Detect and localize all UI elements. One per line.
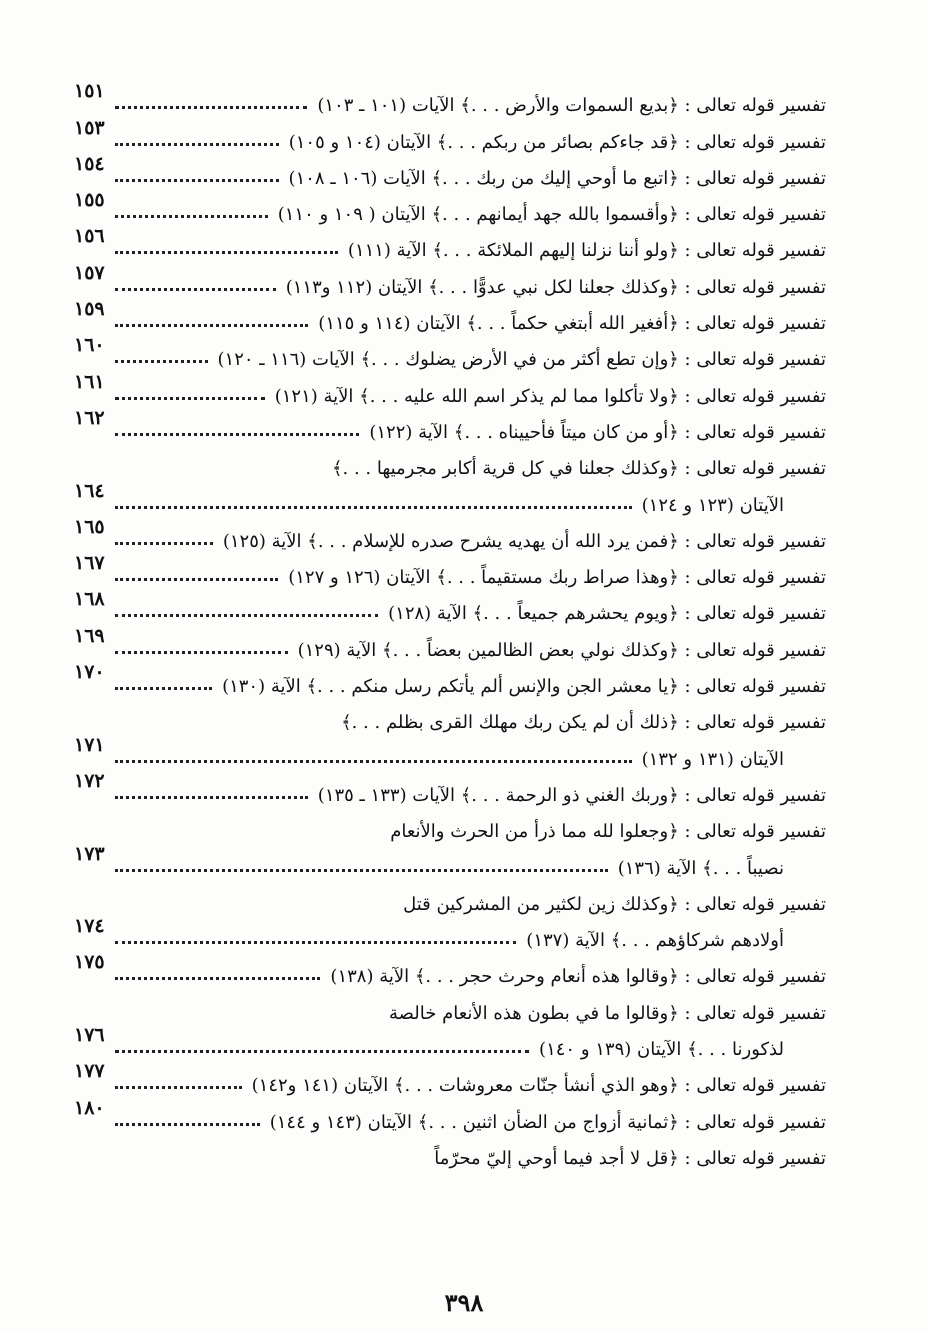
table-of-contents — [70, 80, 826, 1169]
toc-entry — [70, 624, 826, 660]
toc-entry-page: ١٦١ — [74, 370, 105, 393]
toc-entry-page: ١٦٤ — [74, 479, 105, 502]
toc-entry-page: ١٥١ — [74, 80, 105, 103]
toc-entry-title: الآيتان (١٢٣ و ١٢٤) — [641, 494, 784, 516]
toc-entry-page: ١٧٢ — [74, 769, 105, 792]
dot-leader — [115, 687, 212, 690]
toc-entry — [70, 516, 826, 552]
toc-entry-page: ١٥٦ — [74, 225, 105, 248]
toc-entry-title: تفسير قوله تعالى : ﴿أفغير الله أبتغي حكماً . . .﴾ الآيتان (١١٤ و ١١٥) — [318, 313, 826, 335]
toc-entry — [70, 1096, 826, 1132]
toc-entry-page: ١٥٧ — [74, 261, 105, 284]
toc-entry — [70, 879, 826, 915]
toc-entry-title: تفسير قوله تعالى : ﴿وكذلك جعلنا في كل قرية أكابر مجرميها . . .﴾ — [331, 458, 826, 480]
toc-entry-title: تفسير قوله تعالى : ﴿وقالوا هذه أنعام وحرث حجر . . .﴾ الآية (١٣٨) — [330, 966, 826, 988]
toc-entry — [70, 116, 826, 152]
toc-entry — [70, 443, 826, 479]
toc-entry-page: ١٥٩ — [74, 298, 105, 321]
toc-entry — [70, 697, 826, 733]
dot-leader — [115, 977, 321, 980]
dot-leader — [115, 106, 308, 109]
dot-leader — [115, 651, 288, 654]
toc-entry-title: تفسير قوله تعالى : ﴿وإن تطع أكثر من في الأرض يضلوك . . .﴾ الآيات (١١٦ ـ ١٢٠) — [217, 349, 826, 371]
toc-entry-page: ١٧٥ — [74, 951, 105, 974]
toc-entry-title: تفسير قوله تعالى : ﴿وأقسموا بالله جهد أيمانهم . . .﴾ الآيتان ( ١٠٩ و ١١٠) — [277, 204, 826, 226]
toc-entry — [70, 261, 826, 297]
dot-leader — [115, 614, 379, 617]
dot-leader — [115, 578, 279, 581]
toc-entry-title: تفسير قوله تعالى : ﴿ثمانية أزواج من الضأن اثنين . . .﴾ الآيتان (١٤٣ و ١٤٤) — [269, 1111, 826, 1133]
toc-entry — [70, 80, 826, 116]
toc-entry-page: ١٧٧ — [74, 1060, 105, 1083]
dot-leader — [115, 143, 279, 146]
toc-entry-title: تفسير قوله تعالى : ﴿وقالوا ما في بطون هذه الأنعام خالصة — [389, 1002, 826, 1024]
toc-entry-title: تفسير قوله تعالى : ﴿أو من كان ميتاً فأحييناه . . .﴾ الآية (١٢٢) — [369, 421, 826, 443]
toc-entry — [70, 806, 826, 842]
toc-entry-page: ١٨٠ — [74, 1096, 105, 1119]
toc-entry-page: ١٧١ — [74, 733, 105, 756]
dot-leader — [115, 1086, 242, 1089]
dot-leader — [115, 760, 632, 763]
dot-leader — [115, 433, 360, 436]
toc-entry — [70, 334, 826, 370]
toc-entry-page: ١٧٣ — [74, 842, 105, 865]
toc-entry — [70, 842, 826, 878]
toc-entry-title: تفسير قوله تعالى : ﴿وكذلك زين لكثير من المشركين قتل — [403, 893, 826, 915]
dot-leader — [115, 506, 632, 509]
toc-entry — [70, 552, 826, 588]
toc-entry-title: الآيتان (١٣١ و ١٣٢) — [641, 748, 784, 770]
toc-entry-title: تفسير قوله تعالى : ﴿يا معشر الجن والإنس ألم يأتكم رسل منكم . . .﴾ الآية (١٣٠) — [222, 676, 826, 698]
toc-entry — [70, 661, 826, 697]
toc-entry-title: لذكورنا . . .﴾ الآيتان (١٣٩ و ١٤٠) — [539, 1039, 784, 1061]
toc-entry-page: ١٧٦ — [74, 1024, 105, 1047]
toc-entry-page: ١٧٠ — [74, 661, 105, 684]
toc-entry-page: ١٦٩ — [74, 624, 105, 647]
toc-entry-title: تفسير قوله تعالى : ﴿وهو الذي أنشأ جنّات معروشات . . .﴾ الآيتان (١٤١ و١٤٢) — [251, 1075, 826, 1097]
dot-leader — [115, 324, 309, 327]
dot-leader — [115, 1050, 529, 1053]
dot-leader — [115, 360, 208, 363]
toc-entry-page: ١٥٥ — [74, 189, 105, 212]
toc-entry-title: تفسير قوله تعالى : ﴿قل لا أجد فيما أوحي إليّ محرّماً — [434, 1147, 826, 1169]
toc-entry-title: تفسير قوله تعالى : ﴿قد جاءكم بصائر من ربكم . . .﴾ الآيتان (١٠٤ و ١٠٥) — [288, 131, 826, 153]
toc-entry-page: ١٦٨ — [74, 588, 105, 611]
page-number: ٣٩٨ — [444, 1288, 484, 1317]
toc-entry-title: تفسير قوله تعالى : ﴿وربك الغني ذو الرحمة . . .﴾ الآيات (١٣٣ ـ ١٣٥) — [317, 784, 826, 806]
toc-entry-title: تفسير قوله تعالى : ﴿وكذلك جعلنا لكل نبي عدوًّا . . .﴾ الآيتان (١١٢ و١١٣) — [285, 276, 826, 298]
toc-entry-page: ١٧٤ — [74, 915, 105, 938]
toc-entry — [70, 588, 826, 624]
dot-leader — [115, 542, 213, 545]
toc-entry — [70, 770, 826, 806]
toc-entry-title: أولادهم شركاؤهم . . .﴾ الآية (١٣٧) — [526, 930, 784, 952]
toc-entry-title: تفسير قوله تعالى : ﴿فمن يرد الله أن يهديه يشرح صدره للإسلام . . .﴾ الآية (١٢٥) — [222, 530, 826, 552]
toc-entry-page: ١٦٥ — [74, 515, 105, 538]
toc-entry — [70, 479, 826, 515]
dot-leader — [115, 1123, 260, 1126]
toc-entry-title: تفسير قوله تعالى : ﴿ويوم يحشرهم جميعاً . . .﴾ الآية (١٢٨) — [388, 603, 826, 625]
dot-leader — [115, 869, 608, 872]
toc-entry — [70, 298, 826, 334]
toc-entry-title: نصيباً . . .﴾ الآية (١٣٦) — [617, 857, 784, 879]
toc-entry-page: ١٦٧ — [74, 552, 105, 575]
toc-entry — [70, 153, 826, 189]
toc-entry — [70, 225, 826, 261]
dot-leader — [115, 288, 276, 291]
toc-entry — [70, 733, 826, 769]
toc-entry-title: تفسير قوله تعالى : ﴿وكذلك نولي بعض الظالمين بعضاً . . .﴾ الآية (١٢٩) — [297, 639, 826, 661]
toc-entry-title: تفسير قوله تعالى : ﴿ولا تأكلوا مما لم يذكر اسم الله عليه . . .﴾ الآية (١٢١) — [274, 385, 826, 407]
dot-leader — [115, 251, 338, 254]
toc-entry — [70, 189, 826, 225]
toc-entry-title: تفسير قوله تعالى : ﴿اتبع ما أوحي إليك من ربك . . .﴾ الآيات (١٠٦ ـ ١٠٨) — [288, 167, 826, 189]
toc-entry-title: تفسير قوله تعالى : ﴿وجعلوا لله مما ذرأ من الحرث والأنعام — [390, 821, 826, 843]
toc-entry — [70, 1060, 826, 1096]
dot-leader — [115, 941, 517, 944]
dot-leader — [115, 397, 265, 400]
toc-entry-title: تفسير قوله تعالى : ﴿بديع السموات والأرض . . .﴾ الآيات (١٠١ ـ ١٠٣) — [317, 95, 826, 117]
toc-entry — [70, 987, 826, 1023]
toc-entry-page: ١٥٤ — [74, 152, 105, 175]
dot-leader — [115, 215, 268, 218]
dot-leader — [115, 796, 308, 799]
toc-entry — [70, 915, 826, 951]
toc-entry — [70, 1024, 826, 1060]
toc-entry-page: ١٦٢ — [74, 406, 105, 429]
toc-entry — [70, 1133, 826, 1169]
toc-entry-title: تفسير قوله تعالى : ﴿ذلك أن لم يكن ربك مهلك القرى بظلم . . .﴾ — [341, 712, 826, 734]
toc-entry — [70, 407, 826, 443]
toc-entry-title: تفسير قوله تعالى : ﴿ولو أننا نزلنا إليهم الملائكة . . .﴾ الآية (١١١) — [347, 240, 826, 262]
toc-entry-title: تفسير قوله تعالى : ﴿وهذا صراط ربك مستقيماً . . .﴾ الآيتان (١٢٦ و ١٢٧) — [288, 567, 826, 589]
toc-entry — [70, 370, 826, 406]
toc-entry-page: ١٦٠ — [74, 334, 105, 357]
dot-leader — [115, 179, 279, 182]
toc-entry-page: ١٥٣ — [74, 116, 105, 139]
toc-entry — [70, 951, 826, 987]
